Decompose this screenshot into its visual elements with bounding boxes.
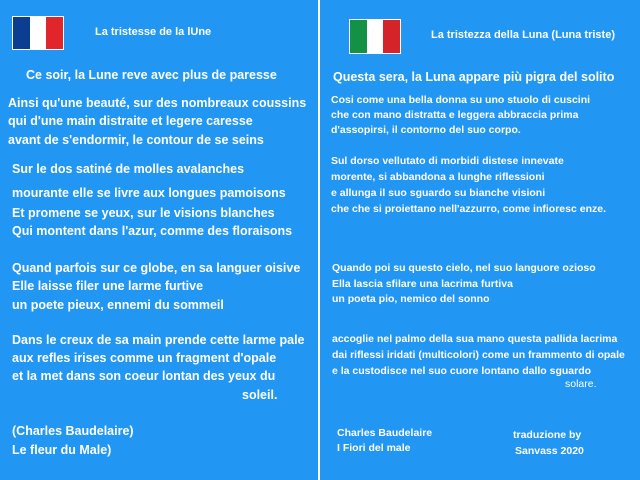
italian-line: Sul dorso vellutato di morbidi distese innevate [331, 155, 564, 167]
italian-line: e allunga il suo sguardo su bianche visioni [331, 187, 546, 199]
italian-line: solare. [565, 378, 597, 390]
translator-name: Sanvass 2020 [515, 445, 584, 457]
italian-line: morente, si abbandona a lunghe riflessioni [331, 171, 545, 183]
column-divider [318, 0, 320, 480]
french-line: soleil. [242, 388, 278, 402]
french-line: Ce soir, la Lune reve avec plus de paresse [26, 68, 277, 82]
french-title: La tristesse de la lUne [95, 26, 212, 38]
french-line: Elle laisse filer une larme furtive [12, 279, 204, 293]
french-line: qui d'une main distraite et legere caresse [8, 114, 253, 128]
italian-line: Questa sera, la Luna appare più pigra del solito [333, 70, 615, 84]
french-line: mourante elle se livre aux longues pamoisons [12, 186, 286, 200]
french-author: (Charles Baudelaire) [12, 424, 134, 438]
italian-line: e la custodisce nel suo cuore lontano dallo sguardo [332, 365, 592, 377]
italian-line: Cosi come una bella donna su uno stuolo di cuscini [331, 94, 591, 106]
french-line: Et promene se yeux, sur le visions blanches [12, 206, 275, 220]
italian-line: Ella lascia sfilare una lacrima furtiva [332, 278, 513, 290]
italian-line: d'assopirsi, il contorno del suo corpo. [331, 124, 521, 136]
french-work: Le fleur du Male) [12, 443, 112, 457]
french-line: Sur le dos satiné de molles avalanches [12, 162, 245, 176]
french-line: Qui montent dans l'azur, comme des floraisons [12, 224, 293, 238]
french-line: Ainsi qu'une beauté, sur des nombreaux coussins [8, 96, 307, 110]
french-line: Dans le creux de sa main prende cette larme pale [12, 333, 305, 347]
french-line: Quand parfois sur ce globe, en sa languer oisive [12, 261, 301, 275]
french-flag-icon [12, 16, 64, 50]
italian-line: accoglie nel palmo della sua mano questa pallida lacrima [332, 333, 618, 345]
french-line: avant de s'endormir, le contour de se seins [8, 133, 264, 147]
italian-line: Quando poi su questo cielo, nel suo languore ozioso [332, 262, 596, 274]
italian-line: che con mano distratta e leggera abbraccia prima [331, 109, 579, 121]
italian-title: La tristezza della Luna (Luna triste) [431, 29, 615, 41]
italian-work: I Fiori del male [337, 442, 411, 454]
italian-author: Charles Baudelaire [337, 427, 433, 439]
italian-line: un poeta pio, nemico del sonno [332, 293, 490, 305]
italian-line: che che si proiettano nell'azzurro, come infioresc enze. [331, 203, 606, 215]
french-line: un poete pieux, ennemi du sommeil [12, 298, 224, 312]
french-line: aux refles irises comme un fragment d'opale [12, 351, 277, 365]
french-line: et la met dans son coeur lontan des yeux du [12, 369, 276, 383]
italian-line: dai riflessi iridati (multicolori) come un frammento di opale [332, 349, 625, 361]
translation-credit: traduzione by [513, 429, 582, 441]
italian-flag-icon [349, 19, 401, 54]
